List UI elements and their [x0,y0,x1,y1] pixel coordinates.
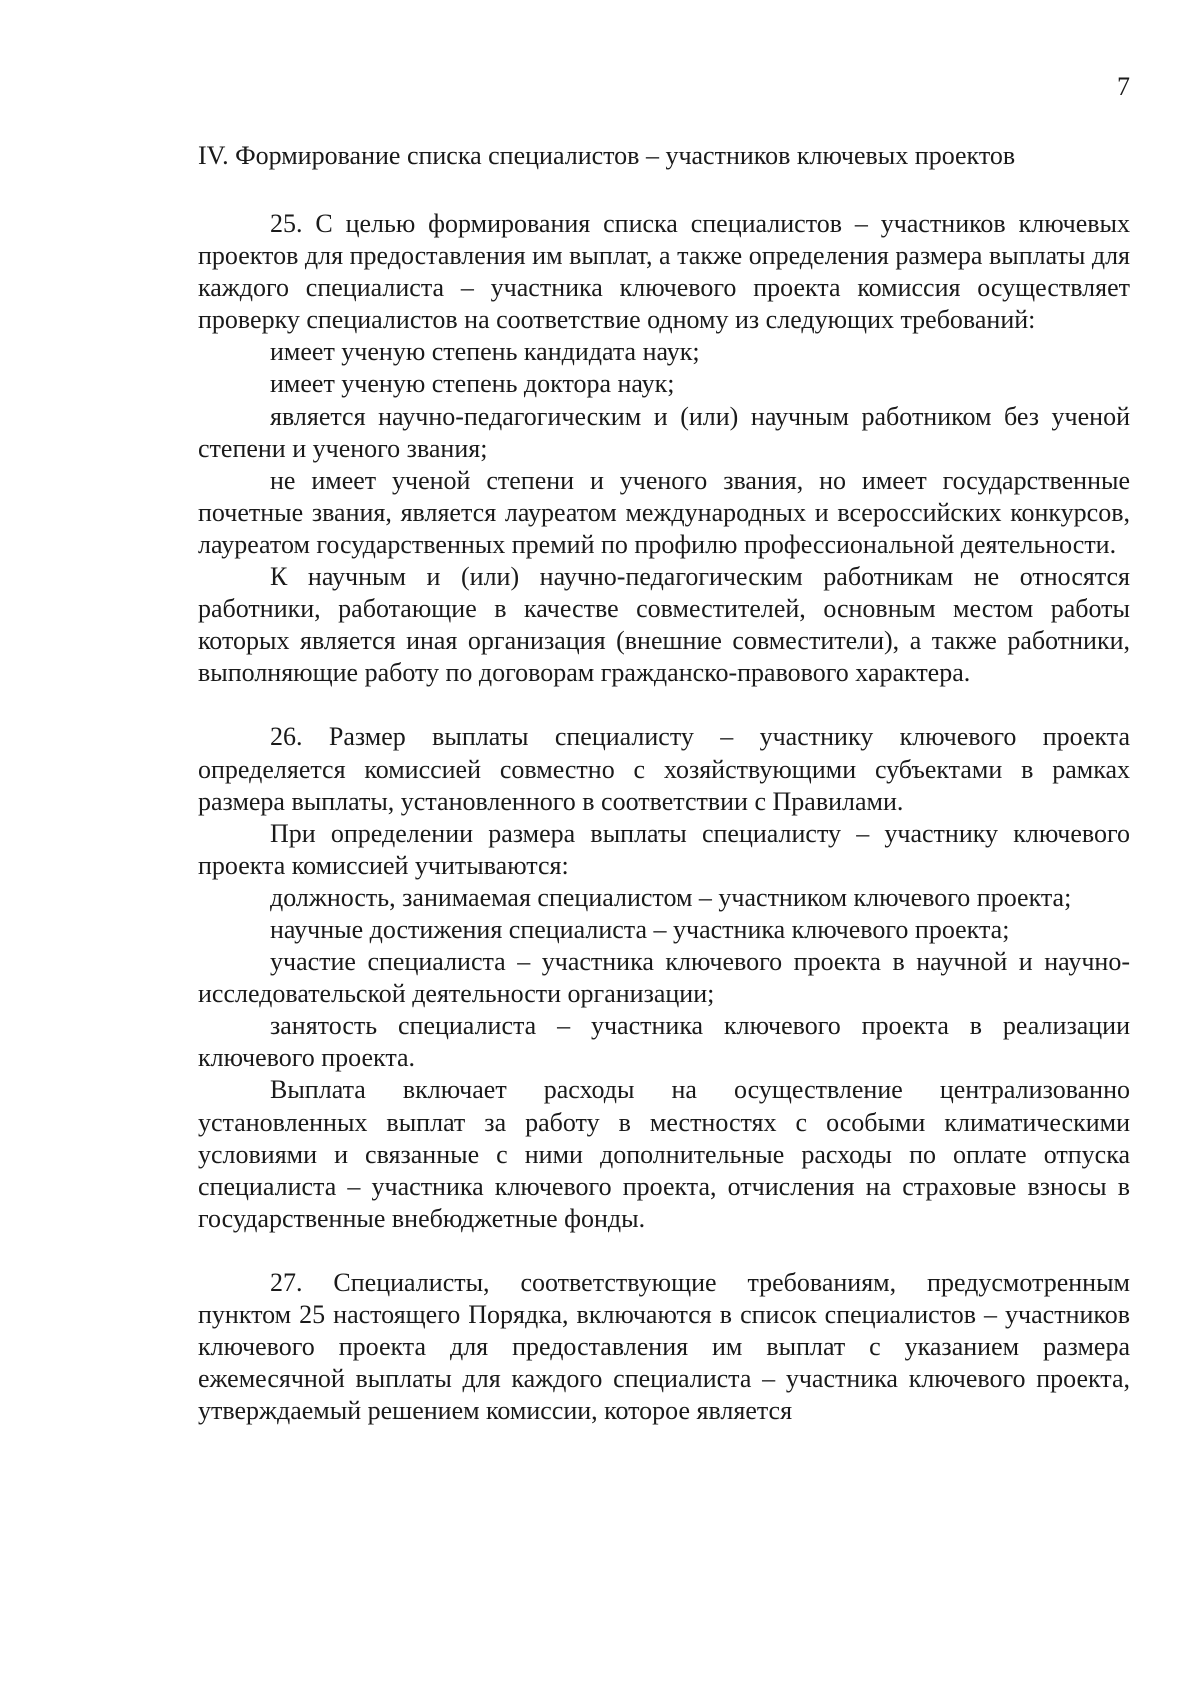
requirement-item: имеет ученую степень доктора наук; [270,369,675,399]
document-body [198,208,1130,1427]
criteria-item: научные достижения специалиста – участника ключевого проекта; [270,914,1010,944]
requirement-item: не имеет ученой степени и ученого звания, но имеет государственные почетные звания, является лауреатом международных и всероссийских конкурсов, лауреатом государственных премий по профилю профессиональной деятельности. [198,465,1130,559]
section-title: IV. Формирование списка специалистов – участников ключевых проектов [198,141,1016,170]
paragraph-text: Выплата включает расходы на осуществление централизованно установленных выплат за работу в местностях с особыми климатическими условиями и связанные с ними дополнительные расходы по оплате отпуска специалиста – участника ключевого проекта, отчисления на страховые взносы в государственные внебюджетные фонды. [198,1075,1130,1233]
criteria-item: должность, занимаемая специалистом – участником ключевого проекта; [270,882,1072,912]
paragraph-note: К научным и (или) научно-педагогическим работникам не относятся работники, работающие в качестве совместителей, основным местом работы которых является иная организация (внешние совместители), а также работники, выполняющие работу по договорам гражданско-правового характера. [198,562,1130,688]
paragraph-26: 26. Размер выплаты специалисту – участнику ключевого проекта определяется комиссией совместно с хозяйствующими субъектами в рамках размера выплаты, установленного в соответствии с Правилами. [198,722,1130,816]
criteria-item: занятость специалиста – участника ключевого проекта в реализации ключевого проекта. [198,1011,1130,1073]
paragraph-25: 25. С целью формирования списка специалистов – участников ключевых проектов для предоставления им выплат, а также определения размера выплаты для каждого специалиста – участника ключевого проекта комиссия осуществляет проверку специалистов на соответствие одному из следующих требований: [198,209,1130,335]
paragraph-text: При определении размера выплаты специалисту – участнику ключевого проекта комиссией учитываются: [198,818,1130,880]
criteria-item: участие специалиста – участника ключевого проекта в научной и научно-исследовательской деятельности организации; [198,947,1130,1009]
page-number: 7 [1117,72,1130,101]
requirement-item: имеет ученую степень кандидата наук; [270,337,700,367]
paragraph-27: 27. Специалисты, соответствующие требованиям, предусмотренным пунктом 25 настоящего Порядка, включаются в список специалистов – участников ключевого проекта для предоставления им выплат с указанием размера ежемесячной выплаты для каждого специалиста – участника ключевого проекта, утверждаемый решением комиссии, которое является [198,1267,1130,1426]
requirement-item: является научно-педагогическим и (или) научным работником без ученой степени и ученого звания; [198,401,1130,463]
